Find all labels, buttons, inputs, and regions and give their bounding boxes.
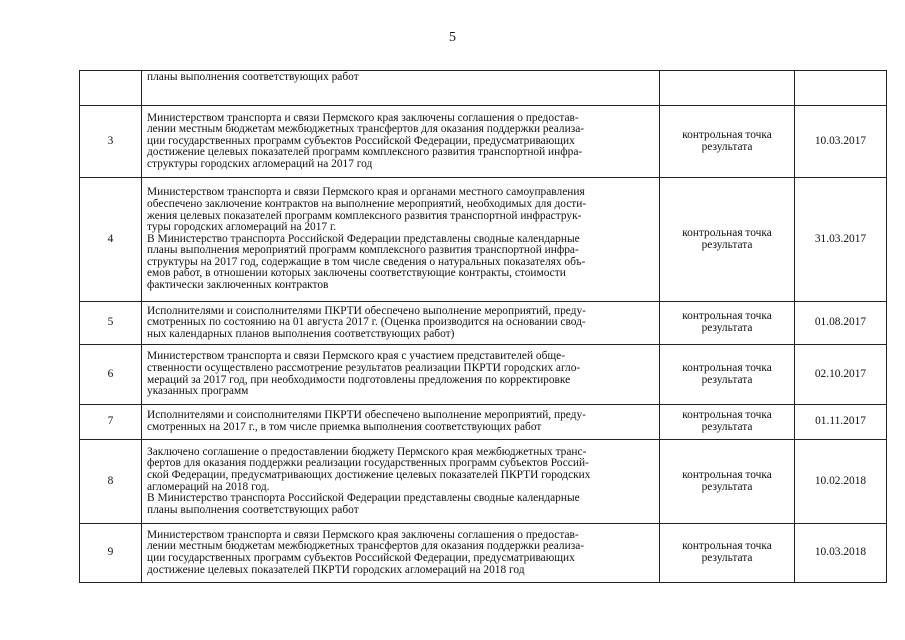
description-line: ции государственных программ субъектов Российской Федерации, предусматривающих	[147, 552, 575, 564]
type-line: результата	[701, 238, 753, 251]
description-line: смотренных по состоянию на 01 августа 2017 г. (Оценка производится на основании свод-	[147, 316, 586, 329]
type-line: результата	[701, 480, 753, 493]
type-line: контрольная точка	[682, 361, 772, 374]
description-line: достижение целевых показателей программ комплексного развития транспортной инфра-	[147, 146, 583, 159]
description-line: структуры городских агломераций на 2017 год	[147, 157, 373, 170]
row-date: 01.11.2017	[795, 405, 887, 440]
description-line: лении местным бюджетам межбюджетных трансфертов для оказания поддержки реализа-	[147, 540, 585, 553]
description-line: обеспечено заключение контрактов на выполнение мероприятий, необходимых для дости-	[147, 197, 587, 210]
row-type	[660, 440, 795, 524]
description-line: Министерством транспорта и связи Пермского края с участием представителей обще-	[147, 350, 566, 363]
description-line: достижение целевых показателей ПКРТИ городских агломераций на 2018 год	[147, 563, 525, 576]
type-line: результата	[701, 373, 753, 386]
description-line: ской Федерации, предусматривающих достижение целевых показателей ПКРТИ городских	[147, 468, 591, 481]
description-line: ственности осуществлено рассмотрение результатов реализации ПКРТИ городских агло-	[147, 361, 581, 374]
row-number: 5	[80, 302, 142, 345]
type-line: контрольная точка	[682, 468, 772, 481]
cell-date	[795, 71, 887, 106]
type-line: результата	[701, 421, 753, 433]
description-line: фактически заключенных контрактов	[147, 279, 329, 292]
type-line: результата	[701, 552, 753, 564]
description-line: структуры на 2017 год, содержащие в том числе сведения о натуральных показателях объ-	[147, 255, 586, 268]
row-type	[660, 178, 795, 302]
description-line: агломераций на 2018 год.	[147, 480, 270, 493]
description-line: жения целевых показателей программ комплексного развития транспортной инфраструк-	[147, 209, 582, 222]
type-line: контрольная точка	[682, 540, 772, 553]
row-type	[660, 524, 795, 583]
row-number: 8	[80, 440, 142, 524]
type-line: контрольная точка	[682, 310, 772, 323]
row-description	[142, 345, 660, 405]
description-line: планы выполнения соответствующих работ	[147, 71, 359, 83]
description-line: емов работ, в отношении которых заключены соответствующие контракты, стоимости	[147, 267, 566, 280]
description-line: планы выполнения соответствующих работ	[147, 503, 359, 516]
row-description	[142, 524, 660, 583]
type-line: результата	[701, 322, 753, 334]
row-type	[660, 405, 795, 440]
row-number: 3	[80, 106, 142, 178]
control-points-table	[79, 70, 887, 583]
table-row	[80, 345, 887, 405]
table-row-continuation	[80, 71, 887, 106]
table-row	[80, 524, 887, 583]
description-line: Исполнителями и соисполнителями ПКРТИ обеспечено выполнение мероприятий, преду-	[147, 304, 586, 317]
row-date: 10.03.2018	[795, 524, 887, 583]
row-description	[142, 405, 660, 440]
row-date: 10.02.2018	[795, 440, 887, 524]
type-line: контрольная точка	[682, 128, 772, 141]
description-line: туры городских агломераций на 2017 г.	[147, 221, 337, 234]
cell-type	[660, 71, 795, 106]
description-line: ции государственных программ субъектов Российской Федерации, предусматривающих	[147, 134, 575, 147]
row-date: 10.03.2017	[795, 106, 887, 178]
row-date: 31.03.2017	[795, 178, 887, 302]
description-line: Министерством транспорта и связи Пермского края заключены соглашения о предостав-	[147, 528, 579, 541]
row-description	[142, 302, 660, 345]
table-row	[80, 106, 887, 178]
cell-description	[142, 71, 660, 106]
row-type	[660, 106, 795, 178]
row-description	[142, 440, 660, 524]
row-type	[660, 345, 795, 405]
row-number: 7	[80, 405, 142, 440]
cell-number	[80, 71, 142, 106]
row-type	[660, 302, 795, 345]
row-number: 9	[80, 524, 142, 583]
description-line: Министерством транспорта и связи Пермского края заключены соглашения о предостав-	[147, 111, 579, 124]
description-line: Исполнителями и соисполнителями ПКРТИ обеспечено выполнение мероприятий, преду-	[147, 409, 586, 422]
description-line: Министерством транспорта и связи Пермского края и органами местного самоуправления	[147, 186, 585, 199]
table-row	[80, 302, 887, 345]
table-row	[80, 178, 887, 302]
description-line: лении местным бюджетам межбюджетных трансфертов для оказания поддержки реализа-	[147, 123, 585, 136]
row-date: 02.10.2017	[795, 345, 887, 405]
type-line: контрольная точка	[682, 226, 772, 239]
type-line: контрольная точка	[682, 409, 772, 422]
description-line: фертов для оказания поддержки реализации государственных программ субъектов Россий-	[147, 457, 589, 470]
description-line: В Министерство транспорта Российской Федерации представлены сводные календарные	[147, 232, 580, 245]
description-line: смотренных на 2017 г., в том числе приемка выполнения соответствующих работ	[147, 421, 542, 433]
row-description	[142, 178, 660, 302]
type-line: результата	[701, 140, 753, 153]
description-line: ных календарных планов выполнения соответствующих работ)	[147, 327, 455, 340]
row-description	[142, 106, 660, 178]
page-number: 5	[449, 30, 456, 45]
row-number: 6	[80, 345, 142, 405]
description-line: В Министерство транспорта Российской Федерации представлены сводные календарные	[147, 492, 580, 505]
description-line: Заключено соглашение о предоставлении бюджету Пермского края межбюджетных транс-	[147, 445, 587, 458]
description-line: указанных программ	[147, 385, 249, 398]
description-line: мераций за 2017 год, при необходимости подготовлены предложения по корректировке	[147, 373, 571, 386]
row-number: 4	[80, 178, 142, 302]
description-line: планы выполнения мероприятий программ комплексного развития транспортной инфра-	[147, 244, 579, 257]
table-row	[80, 440, 887, 524]
table-row	[80, 405, 887, 440]
row-date: 01.08.2017	[795, 302, 887, 345]
